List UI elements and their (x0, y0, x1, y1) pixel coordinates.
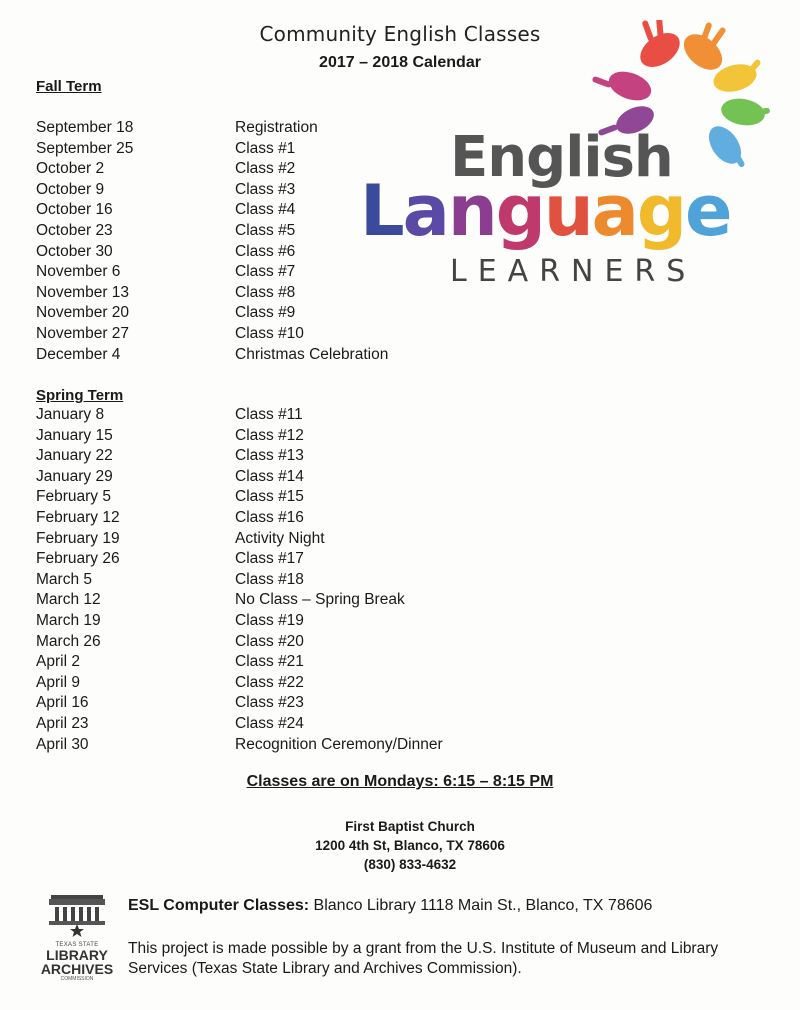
row-date: January 29 (36, 467, 113, 485)
schedule-row (36, 714, 456, 735)
schedule-row (36, 673, 456, 694)
row-event: Class #10 (235, 324, 304, 342)
schedule-row (36, 324, 456, 345)
row-event: Class #23 (235, 694, 304, 712)
venue-address: 1200 4th St, Blanco, TX 78606 (315, 838, 505, 853)
logo-letter: L (360, 170, 403, 252)
document-title: Community English Classes (259, 22, 541, 46)
row-event: Class #9 (235, 304, 296, 322)
row-event: Class #3 (235, 180, 296, 198)
venue-phone: (830) 833-4632 (363, 857, 457, 872)
row-date: November 20 (36, 304, 130, 322)
schedule-row (36, 487, 456, 508)
schedule-row (36, 611, 456, 632)
esl-computer-classes (128, 897, 652, 915)
row-event: Class #19 (235, 611, 304, 629)
row-event: Class #22 (235, 673, 304, 691)
schedule-row (36, 549, 456, 570)
tslac-line1: TEXAS STATE (55, 942, 99, 948)
schedule-row (36, 529, 456, 550)
schedule-row (36, 632, 456, 653)
logo-english-text: English (450, 125, 673, 190)
fall-term-heading: Fall Term (36, 78, 102, 95)
row-date: November 6 (36, 263, 121, 281)
logo-learners-text: LEARNERS (450, 254, 697, 289)
tslac-logo (34, 893, 120, 993)
logo-letter: a (402, 170, 448, 252)
tslac-line4: COMMISSION (60, 976, 94, 982)
logo-letter: g (636, 170, 686, 252)
schedule-row (36, 735, 456, 756)
row-event: Class #11 (235, 406, 303, 423)
schedule-row (36, 652, 456, 673)
row-date: April 23 (36, 714, 89, 732)
row-date: March 5 (36, 570, 92, 588)
esl-label: ESL Computer Classes: (128, 897, 310, 914)
english-language-learners-logo (360, 20, 780, 300)
row-event: Class #13 (235, 447, 304, 465)
row-event: Class #12 (235, 426, 304, 444)
row-date: November 13 (36, 283, 130, 301)
row-date: January 22 (36, 447, 113, 465)
schedule-row (36, 426, 456, 447)
row-event: Class #24 (235, 714, 304, 732)
row-date: November 27 (36, 324, 130, 342)
row-date: March 26 (36, 632, 101, 650)
row-event: Class #14 (235, 467, 304, 485)
schedule-row (36, 467, 456, 488)
row-event: Class #7 (235, 263, 296, 281)
row-date: April 9 (36, 673, 80, 691)
logo-letter: a (591, 170, 637, 252)
logo-language-text (360, 170, 731, 252)
row-date: April 16 (36, 694, 89, 712)
spring-term-heading: Spring Term (36, 387, 124, 404)
logo-letter: g (495, 170, 544, 252)
row-date: April 30 (36, 735, 89, 753)
row-event: Class #4 (235, 201, 296, 219)
row-event: Class #16 (235, 508, 304, 526)
row-event: Class #20 (235, 632, 304, 650)
tslac-line2: LIBRARY (46, 947, 108, 963)
row-date: September 25 (36, 139, 134, 157)
row-event: Class #18 (235, 570, 304, 588)
row-date: October 2 (36, 160, 105, 178)
schedule-row (36, 405, 456, 426)
row-date: January 15 (36, 426, 113, 444)
logo-letter: e (685, 170, 731, 252)
schedule-row (36, 570, 456, 591)
row-date: October 30 (36, 242, 113, 260)
venue-name: First Baptist Church (345, 819, 475, 834)
venue-block (0, 817, 800, 874)
row-event: Registration (235, 119, 318, 136)
row-event: Class #5 (235, 221, 296, 239)
row-event: Activity Night (235, 529, 325, 547)
row-date: December 4 (36, 345, 121, 363)
document-subtitle: 2017 – 2018 Calendar (319, 54, 481, 71)
row-event: Class #1 (235, 139, 296, 157)
row-event: Class #6 (235, 242, 296, 260)
grant-note: This project is made possible by a grant from the U.S. Institute of Museum and Library Services (Texas State Library and Archives Commission). (128, 940, 719, 977)
row-event: Recognition Ceremony/Dinner (235, 735, 443, 753)
schedule-row (36, 303, 456, 324)
row-event: Class #8 (235, 283, 296, 301)
row-date: March 12 (36, 591, 101, 609)
row-date: April 2 (36, 653, 80, 671)
row-event: Class #17 (235, 550, 304, 568)
schedule-row (36, 693, 456, 714)
library-building-icon (47, 893, 107, 937)
row-event: Christmas Celebration (235, 345, 389, 363)
schedule-row (36, 446, 456, 467)
row-date: February 26 (36, 550, 120, 568)
row-event: Class #2 (235, 160, 296, 178)
row-date: October 9 (36, 180, 105, 198)
row-event: Class #15 (235, 488, 304, 506)
row-date: February 19 (36, 529, 120, 547)
row-date: January 8 (36, 406, 105, 423)
row-event: No Class – Spring Break (235, 591, 405, 609)
schedule-row (36, 590, 456, 611)
logo-letter: n (447, 170, 496, 252)
row-date: February 12 (36, 508, 120, 526)
schedule-row (36, 345, 456, 366)
esl-text: Blanco Library 1118 Main St., Blanco, TX 78606 (309, 897, 653, 914)
tslac-line3: ARCHIVES (40, 961, 114, 977)
row-date: October 23 (36, 221, 113, 239)
row-event: Class #21 (235, 653, 304, 671)
row-date: February 5 (36, 488, 111, 506)
schedule-row (36, 508, 456, 529)
schedule-note: Classes are on Mondays: 6:15 – 8:15 PM (246, 773, 554, 790)
spring-term-list (36, 405, 456, 755)
row-date: October 16 (36, 201, 113, 219)
row-date: March 19 (36, 611, 101, 629)
row-date: September 18 (36, 119, 134, 136)
logo-letter: u (543, 170, 592, 252)
